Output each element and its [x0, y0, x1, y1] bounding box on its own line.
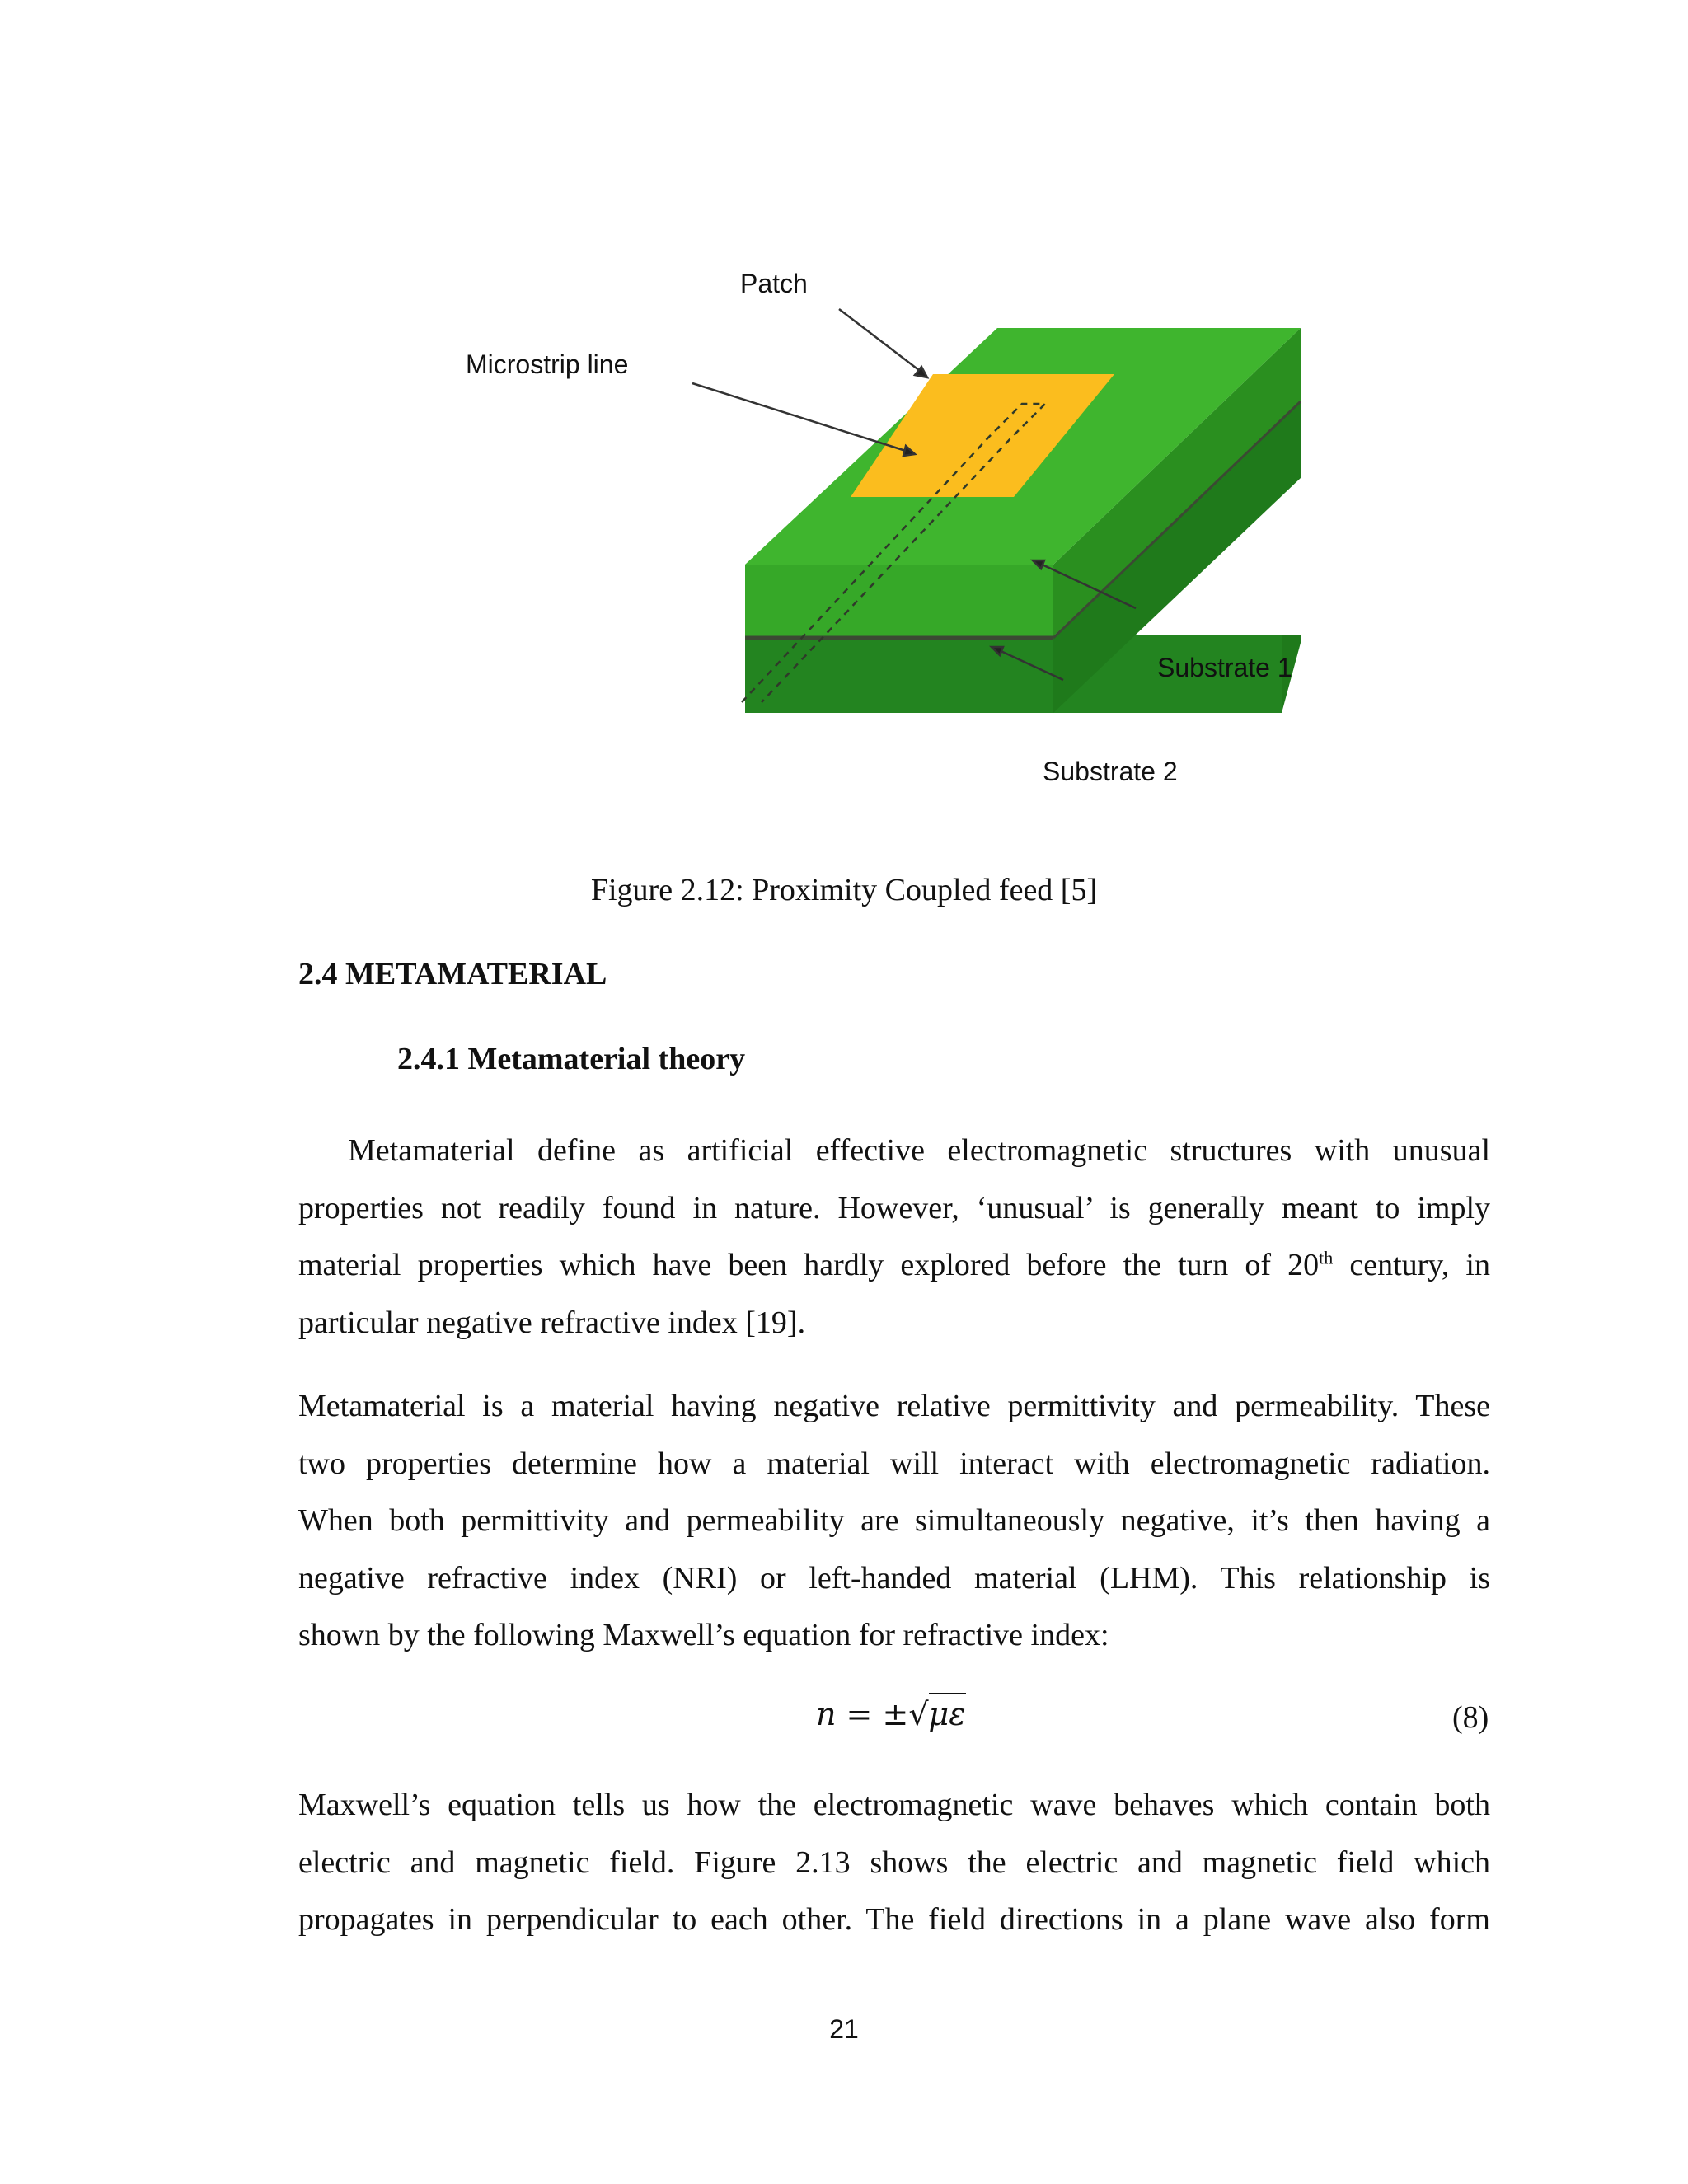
paragraph-1-line-3a: material properties which have been hardly explored before the turn of 20 [298, 1248, 1320, 1282]
paragraph-3 [298, 1777, 1490, 1949]
page-number: 21 [829, 2014, 859, 2044]
paragraph-1-line-2: properties not readily found in nature. However, ‘unusual’ is generally meant to imply [298, 1190, 1490, 1226]
superscript-th: th [1319, 1247, 1334, 1268]
subsection-heading: 2.4.1 Metamaterial theory [397, 1042, 746, 1076]
paragraph-2-line-2: two properties determine how a material will interact with electromagnetic radiation. [298, 1446, 1490, 1481]
paragraph-2-line-4: negative refractive index (NRI) or left-handed material (LHM). This relationship is [298, 1560, 1490, 1596]
equation-plus-minus: ± [882, 1696, 909, 1732]
substrate-1-label: Substrate 1 [1157, 653, 1292, 682]
paragraph-2 [298, 1378, 1490, 1665]
equation-number: (8) [1452, 1700, 1489, 1735]
paragraph-3-line-1: Maxwell’s equation tells us how the electromagnetic wave behaves which contain both [298, 1788, 1490, 1822]
substrate-1-front-face [745, 565, 1053, 636]
paragraph-1-line-3b: century, in [1333, 1248, 1490, 1282]
paragraph-1-line-4: particular negative refractive index [19]. [298, 1305, 806, 1340]
paragraph-1-line-1: Metamaterial define as artificial effective electromagnetic structures with unusual [348, 1133, 1490, 1168]
paragraph-2-line-3: When both permittivity and permeability are simultaneously negative, it’s then having a [298, 1503, 1490, 1538]
equation-lhs: n = [816, 1696, 883, 1732]
figure-caption: Figure 2.12: Proximity Coupled feed [5] [590, 873, 1098, 907]
paragraph-1 [298, 1122, 1490, 1352]
substrate-2-label: Substrate 2 [1043, 757, 1178, 786]
antenna-3d-illustration [429, 264, 1352, 808]
paragraph-2-line-5: shown by the following Maxwell’s equation for refractive index: [298, 1618, 1109, 1652]
equation-radicand: με [929, 1693, 966, 1732]
section-heading: 2.4 METAMATERIAL [298, 957, 607, 991]
equation-radical: √ [908, 1696, 929, 1732]
microstrip-line-label: Microstrip line [466, 349, 629, 379]
paragraph-2-line-1: Metamaterial is a material having negative relative permittivity and permeability. These [298, 1389, 1490, 1423]
proximity-coupled-feed-diagram [429, 264, 1352, 808]
paragraph-3-line-2: electric and magnetic field. Figure 2.13 shows the electric and magnetic field which [298, 1844, 1490, 1880]
patch-label: Patch [740, 269, 808, 298]
refractive-index-equation [816, 1696, 966, 1732]
substrate-2-front-face [745, 640, 1053, 713]
paragraph-1-line-3 [298, 1237, 1490, 1295]
paragraph-3-line-3: propagates in perpendicular to each other. The field directions in a plane wave also form [298, 1902, 1490, 1937]
